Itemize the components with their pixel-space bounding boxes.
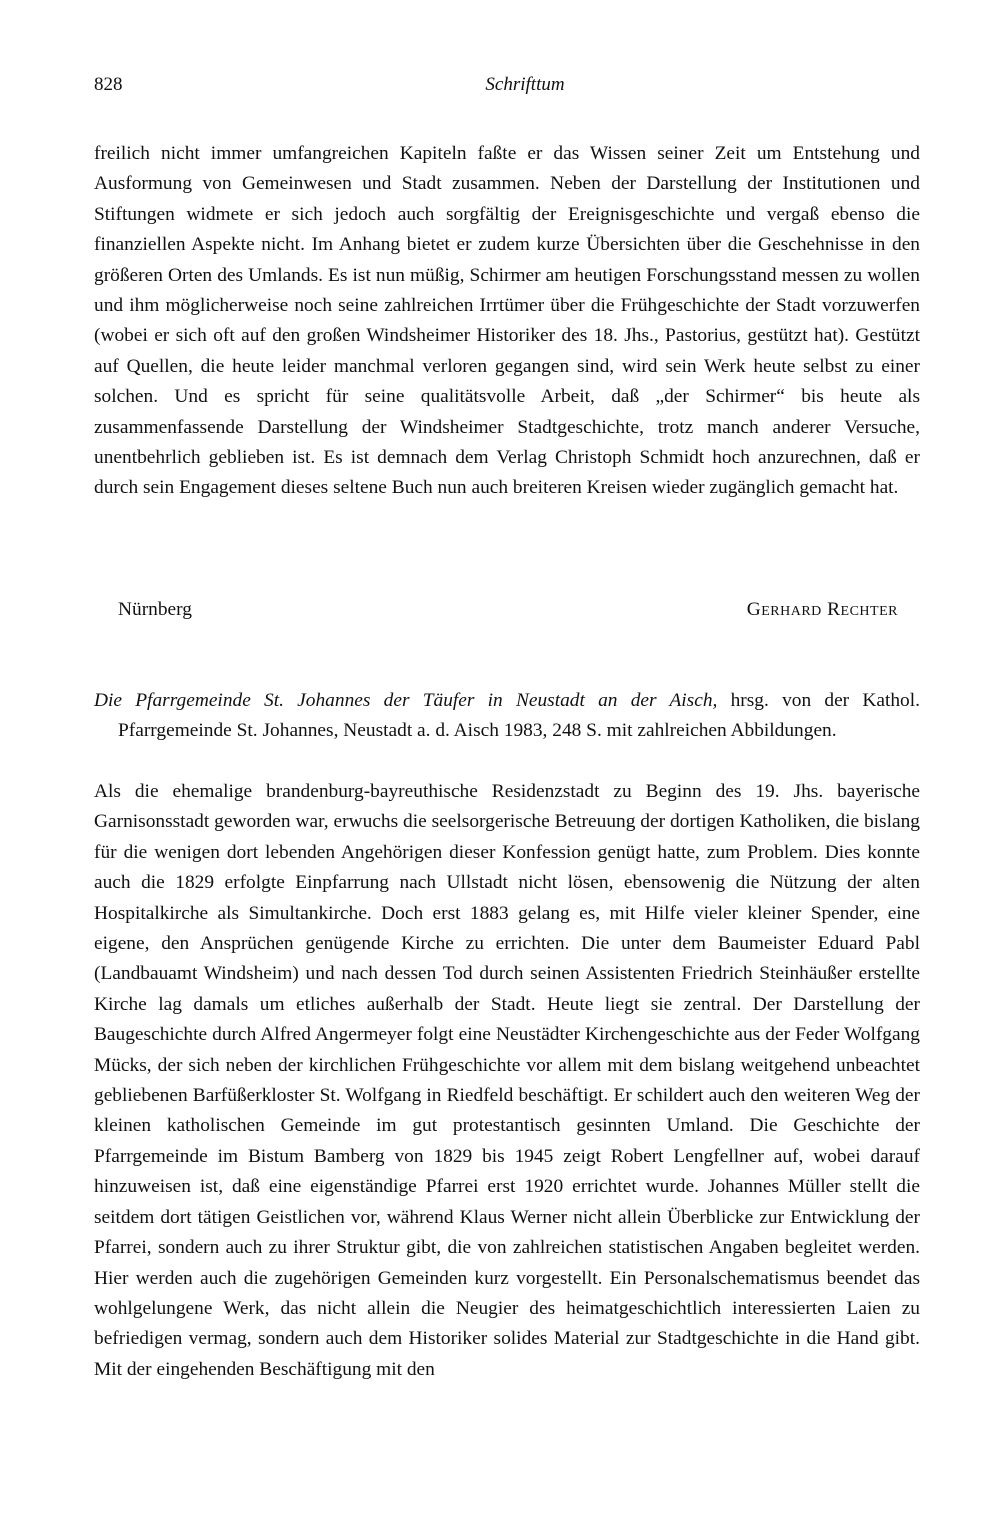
citation-title: Die Pfarrgemeinde St. Johannes der Täufer in Neustadt an der Aisch, bbox=[94, 690, 718, 711]
citation-details: hrsg. von der Kathol. Pfarrgemeinde St. Johannes, Neustadt a. d. Aisch 1983, 248 S. mit zahlreichen Abbildungen. bbox=[118, 690, 920, 742]
signature-place: Nürnberg bbox=[118, 599, 192, 620]
review-1-signature bbox=[118, 595, 898, 625]
review-2-paragraph: Als die ehemalige brandenburg-bayreuthische Residenzstadt zu Beginn des 19. Jhs. bayerische Garnisonsstadt geworden war, erwuchs die seelsorgerische Betreuung der dortigen Katholiken, die bislang für die wenigen dort lebenden Angehörigen dieser Konfession genügt hatte, zum Problem. Dies konnte auch die 1829 erfolgte Einpfarrung nach Ullstadt nicht lösen, ebensowenig die Nützung der alten Hospitalkirche als Simultankirche. Doch erst 1883 gelang es, mit Hilfe vieler kleiner Spender, eine eigene, den Ansprüchen genügende Kirche zu errichten. Die unter dem Baumeister Eduard Pabl (Landbauamt Windsheim) und nach dessen Tod durch seinen Assistenten Friedrich Steinhäußer erstellte Kirche lag damals um etliches außerhalb der Stadt. Heute liegt sie zentral. Der Darstellung der Baugeschichte durch Alfred Angermeyer folgt eine Neustädter Kirchengeschichte aus der Feder Wolfgang Mücks, der sich neben der kirchlichen Frühgeschichte vor allem mit dem bislang weitgehend unbeachtet gebliebenen Barfüßerkloster St. Wolfgang in Riedfeld beschäftigt. Er schildert auch den weiteren Weg der kleinen katholischen Gemeinde im gut protestantisch gesinnten Umland. Die Geschichte der Pfarrgemeinde im Bistum Bamberg von 1829 bis 1945 zeigt Robert Lengfellner auf, wobei darauf hinzuweisen ist, daß eine eigenständige Pfarrei erst 1920 errichtet wurde. Johannes Müller stellt die seitdem dort tätigen Geistlichen vor, während Klaus Werner nicht allein Überblicke zur Entwicklung der Pfarrei, sondern auch zu ihrer Struktur gibt, die von zahlreichen statistischen Angaben begleitet werden. Hier werden auch die zugehörigen Gemeinden kurz vorgestellt. Ein Personalschematismus beendet das wohlgelungene Werk, das nicht allein die Neugier des heimatgeschichtlich interessierten Laien zu befriedigen vermag, sondern auch dem Historiker solides Material zur Stadtgeschichte in die Hand gibt. Mit der eingehenden Beschäftigung mit den bbox=[94, 781, 920, 1380]
signature-author: Gerhard Rechter bbox=[746, 599, 898, 620]
page-header bbox=[94, 74, 912, 102]
review-1-body bbox=[94, 139, 920, 504]
review-2-body bbox=[94, 777, 920, 1385]
review-2-citation bbox=[94, 686, 920, 747]
page-number: 828 bbox=[94, 74, 123, 95]
running-head: Schrifttum bbox=[485, 74, 565, 95]
review-1-paragraph: freilich nicht immer umfangreichen Kapiteln faßte er das Wissen seiner Zeit um Entstehung und Ausformung von Gemeinwesen und Stadt zusammen. Neben der Darstellung der Institutionen und Stiftungen widmete er sich jedoch auch sorgfältig der Ereignisgeschichte und vergaß ebenso die finanziellen Aspekte nicht. Im Anhang bietet er zudem kurze Übersichten über die Geschehnisse in den größeren Orten des Umlands. Es ist nun müßig, Schirmer am heutigen Forschungsstand messen zu wollen und ihm möglicherweise noch seine zahlreichen Irrtümer über die Frühgeschichte der Stadt vorzuwerfen (wobei er sich oft auf den großen Windsheimer Historiker des 18. Jhs., Pastorius, gestützt hat). Gestützt auf Quellen, die heute leider manchmal verloren gegangen sind, wird sein Werk heute selbst zu einer solchen. Und es spricht für seine qualitätsvolle Arbeit, daß „der Schirmer“ bis heute als zusammenfassende Darstellung der Windsheimer Stadtgeschichte, trotz manch anderer Versuche, unentbehrlich geblieben ist. Es ist demnach dem Verlag Christoph Schmidt hoch anzurechnen, daß er durch sein Engagement dieses seltene Buch nun auch breiteren Kreisen wieder zugänglich gemacht hat. bbox=[94, 143, 920, 499]
